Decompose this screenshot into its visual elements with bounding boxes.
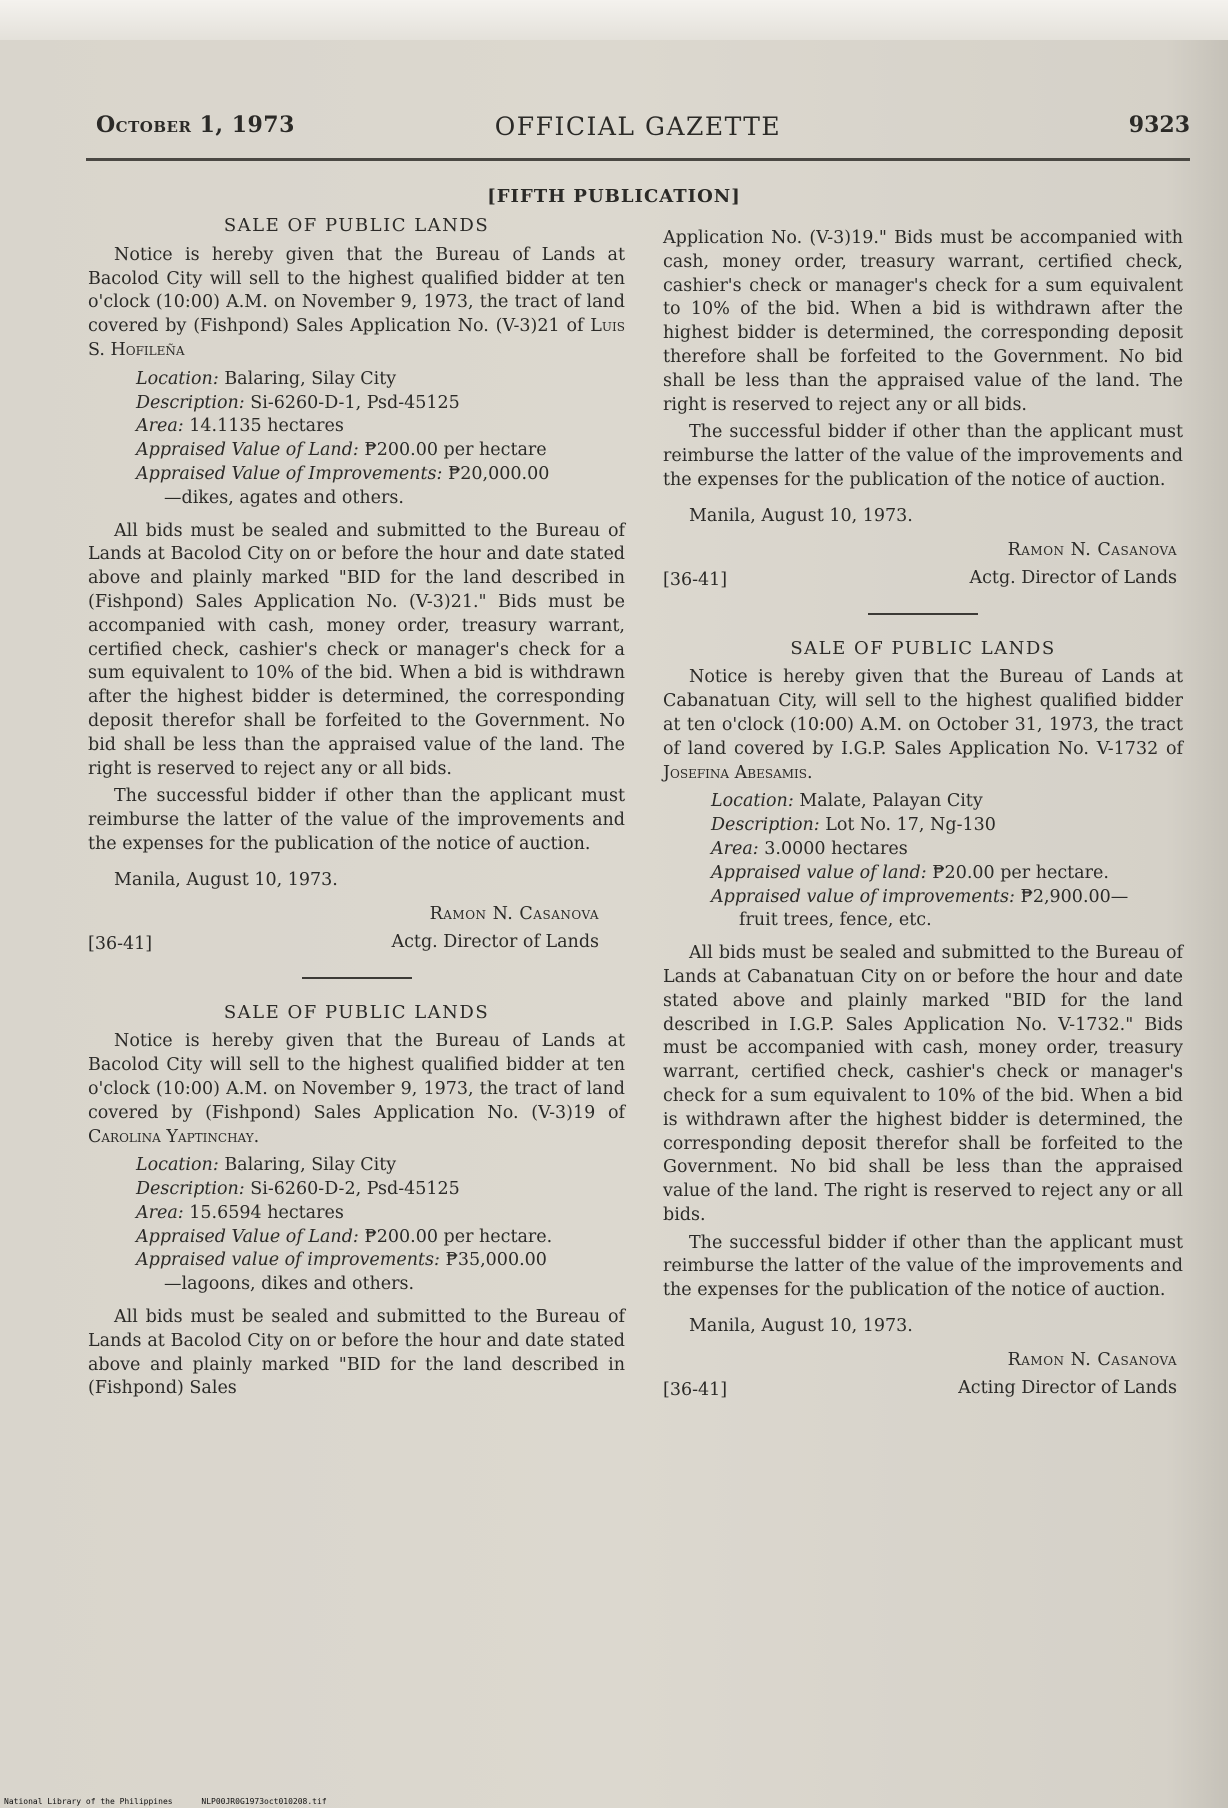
page-header — [86, 108, 1190, 148]
notice-3-reimburse: The successful bidder if other than the applicant must reimburse the latter of the value of the improvements and the expenses for the publication of the notice of auction. — [663, 1232, 1183, 1301]
notice-3-applicant: Josefina Abesamis. — [663, 762, 813, 783]
notice-2-improvements: Appraised value of improvements: ₱35,000.00 — [136, 1250, 547, 1271]
footer-file: NLP00JR0G1973oct010208.tif — [201, 1797, 327, 1806]
notice-3-signature — [663, 1349, 1183, 1405]
notice-3-location: Location: Malate, Palayan City — [711, 791, 983, 812]
notice-1-heading: SALE OF PUBLIC LANDS — [223, 215, 490, 236]
notice-3 — [663, 637, 1183, 1405]
page-number: 9323 — [1128, 112, 1190, 138]
notice-3-ref: [36-41] — [663, 1379, 728, 1400]
notice-3-signatory: Ramon N. Casanova — [1007, 1349, 1177, 1370]
notice-1-dateline: Manila, August 10, 1973. — [114, 869, 338, 890]
scan-footer — [4, 1797, 351, 1806]
notice-1-signatory-title: Actg. Director of Lands — [391, 931, 599, 952]
notice-1 — [88, 214, 625, 959]
publication-mark: [FIFTH PUBLICATION] — [487, 186, 741, 207]
notice-1-details — [88, 368, 625, 511]
notice-2-heading: SALE OF PUBLIC LANDS — [223, 1001, 490, 1023]
notice-3-improvements-desc: fruit trees, fence, etc. — [739, 910, 932, 931]
footer-library: National Library of the Philippines — [4, 1797, 173, 1806]
notice-1-intro: Notice is hereby given that the Bureau of Lands at Bacolod City will sell to the highest qualified bidder at ten o'clock (10:00) A.M. on November 9, 1973, the tract of land covered by (Fishpond) Sales Application No. (V-3)21 of Luis S. Hofileña — [88, 244, 625, 360]
notice-3-dateline: Manila, August 10, 1973. — [689, 1316, 913, 1337]
notice-3-heading: SALE OF PUBLIC LANDS — [790, 637, 1056, 659]
notice-1-signatory: Ramon N. Casanova — [429, 903, 599, 924]
notice-2-dateline: Manila, August 10, 1973. — [689, 505, 913, 526]
notice-2-bids-start: All bids must be sealed and submitted to the Bureau of Lands at Bacolod City on or before the hour and date stated above and plainly marked "BID for the land described in (Fishpond) Sales — [88, 1307, 625, 1399]
right-column — [663, 227, 1183, 1419]
notice-2-description: Description: Si-6260-D-2, Psd-45125 — [136, 1179, 460, 1200]
notice-2-land-value: Appraised Value of Land: ₱200.00 per hectare. — [136, 1226, 553, 1247]
notice-2 — [88, 1001, 625, 1402]
notice-1-applicant: Luis S. Hofileña — [88, 316, 625, 360]
notice-1-signature — [88, 903, 625, 959]
notice-3-signatory-title: Acting Director of Lands — [958, 1377, 1177, 1398]
notice-1-reimburse: The successful bidder if other than the applicant must reimburse the latter of the value of the improvements and the expenses for the publication of the notice of auction. — [88, 786, 625, 854]
left-column — [88, 212, 625, 1405]
notice-1-improvements: Appraised Value of Improvements: ₱20,000.00 — [136, 463, 550, 484]
notice-1-bids: All bids must be sealed and submitted to the Bureau of Lands at Bacolod City on or before the hour and date stated above and plainly marked "BID for the land described in (Fishpond) Sales Application No. (V-3)21." Bids must be accompanied with cash, money order, treasury warrant, certified check, cashier's check or manager's check for a sum equivalent to 10% of the bid. When a bid is withdrawn after the highest bidder is determined, the corresponding deposit therefor shall be forfeited to the Government. No bid shall be less than the appraised value of the land. The right is reserved to reject any or all bids. — [88, 520, 625, 779]
notice-separator-2 — [868, 613, 978, 615]
notice-2-applicant: Carolina Yaptinchay. — [88, 1126, 260, 1147]
notice-2-reimburse: The successful bidder if other than the applicant must reimburse the latter of the value of the improvements and the expenses for the publication of the notice of auction. — [663, 422, 1183, 490]
notice-3-bids: All bids must be sealed and submitted to the Bureau of Lands at Cabanatuan City on or before the hour and date stated above and plainly marked "BID for the land described in I.G.P. Sales Application No. V-1732." Bids must be accompanied with cash, money order, treasury warrant, certified check, cashier's check or manager's check for a sum equivalent to 10% of the bid. When a bid is withdrawn after the highest bidder is determined, the corresponding deposit therefor shall be forfeited to the Government. No bid shall be less than the appraised value of the land. The right is reserved to reject any or all bids. — [663, 943, 1183, 1225]
notice-3-improvements: Appraised value of improvements: ₱2,900.00— — [711, 886, 1129, 907]
notice-2-details — [88, 1154, 625, 1297]
notice-2-signatory-title: Actg. Director of Lands — [969, 567, 1177, 588]
notice-2-location: Location: Balaring, Silay City — [136, 1155, 397, 1176]
notice-2-intro: Notice is hereby given that the Bureau of Lands at Bacolod City will sell to the highest qualified bidder at ten o'clock (10:00) A.M. on November 9, 1973, the tract of land covered by (Fishpond) Sales Application No. (V-3)19 of Carolina Yaptinchay. — [88, 1031, 625, 1147]
notice-2-ref: [36-41] — [663, 569, 728, 590]
notice-2-bids-continued: Application No. (V-3)19." Bids must be accompanied with cash, money order, treasury warrant, certified check, cashier's check or manager's check for a sum equivalent to 10% of the bid. When a bid is withdrawn after the highest bidder is determined, the corresponding deposit therefore shall be forfeited to the Government. No bid shall be less than the appraised value of the land. The right is reserved to reject any or all bids. — [663, 228, 1183, 415]
notice-2-signature — [663, 539, 1183, 595]
header-rule — [86, 158, 1190, 161]
notice-3-description: Description: Lot No. 17, Ng-130 — [711, 815, 996, 836]
notice-2-signatory: Ramon N. Casanova — [1007, 539, 1177, 560]
notice-separator — [302, 977, 412, 979]
notice-1-land-value: Appraised Value of Land: ₱200.00 per hectare — [136, 440, 547, 461]
notice-3-intro: Notice is hereby given that the Bureau of Lands at Cabanatuan City, will sell to the highest qualified bidder at ten o'clock (10:00) A.M. on October 31, 1973, the tract of land covered by I.G.P. Sales Application No. V-1732 of Josefina Abesamis. — [663, 667, 1183, 783]
notice-1-description: Description: Si-6260-D-1, Psd-45125 — [136, 392, 460, 413]
notice-2-area: Area: 15.6594 hectares — [136, 1202, 344, 1223]
header-date: October 1, 1973 — [96, 112, 295, 138]
notice-1-improvements-desc: —dikes, agates and others. — [164, 487, 404, 508]
notice-1-ref: [36-41] — [88, 933, 153, 954]
notice-3-details — [663, 790, 1183, 933]
scan-top-band — [0, 0, 1228, 40]
notice-2-improvements-desc: —lagoons, dikes and others. — [164, 1274, 415, 1295]
header-title: OFFICIAL GAZETTE — [494, 112, 782, 141]
notice-3-area: Area: 3.0000 hectares — [711, 838, 908, 859]
notice-1-location: Location: Balaring, Silay City — [136, 368, 397, 389]
notice-1-area: Area: 14.1135 hectares — [136, 416, 344, 437]
notice-3-land-value: Appraised value of land: ₱20.00 per hectare. — [711, 862, 1109, 883]
